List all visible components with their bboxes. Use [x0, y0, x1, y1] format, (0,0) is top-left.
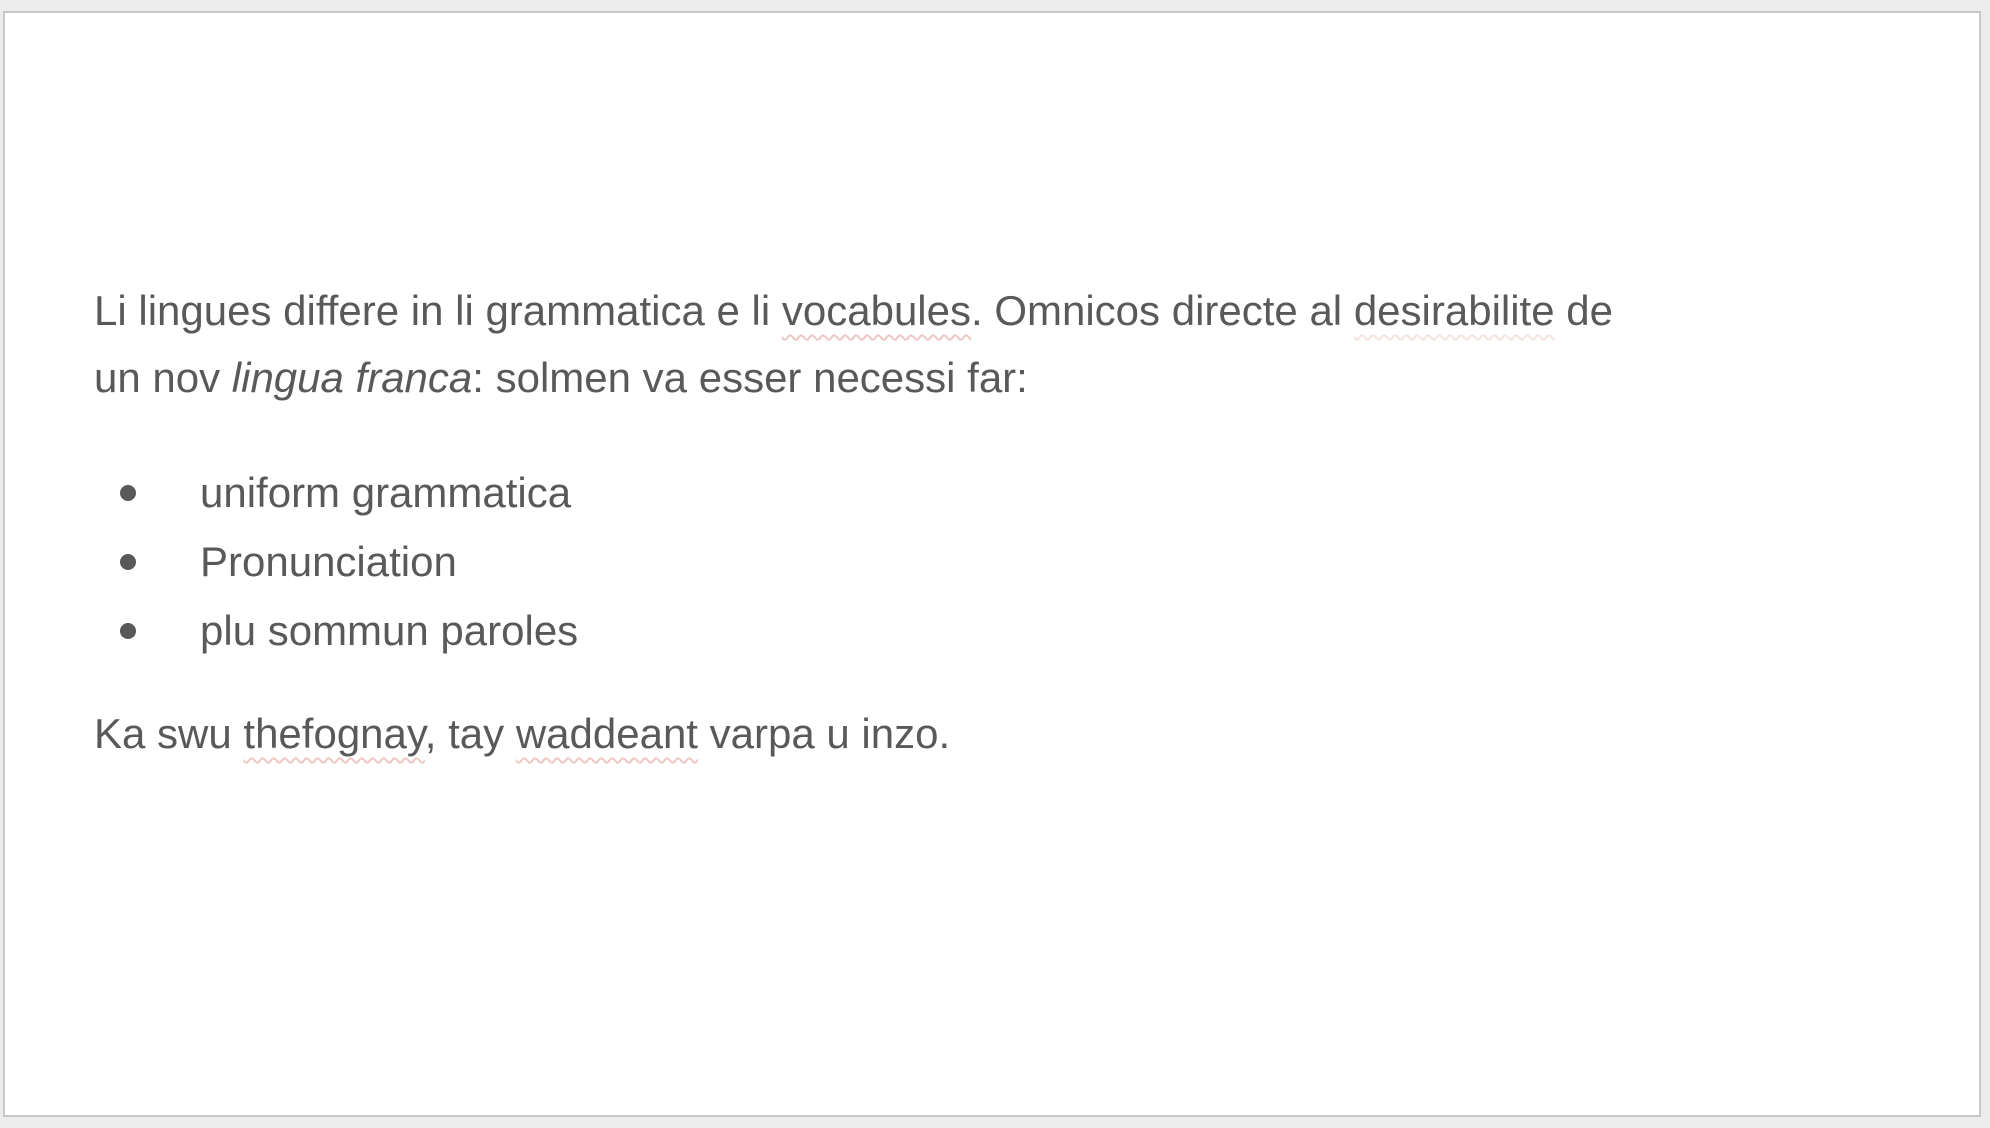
- closing-text-3: varpa u inzo.: [697, 710, 951, 757]
- misspelled-word-waddeant: waddeant: [515, 710, 698, 757]
- bullet-icon: [120, 554, 136, 570]
- list-item: [94, 458, 1914, 527]
- misspelled-word-desirabilite: desirabilite: [1353, 287, 1555, 334]
- intro-text-5: : solmen va esser necessi far:: [472, 354, 1028, 401]
- bullet-icon: [120, 485, 136, 501]
- bullet-icon: [120, 623, 136, 639]
- slide-text-block: [94, 277, 1914, 767]
- list-item-label: uniform grammatica: [200, 469, 572, 516]
- misspelled-word-vocabules: vocabules: [781, 287, 971, 334]
- intro-text-2: . Omnicos directe al: [971, 287, 1354, 334]
- list-item-label: Pronunciation: [200, 538, 457, 585]
- closing-text-1: Ka swu: [94, 710, 244, 757]
- list-item-label: plu sommun paroles: [200, 607, 579, 654]
- slide-canvas: [3, 11, 1981, 1117]
- intro-text-3: de: [1554, 287, 1613, 334]
- intro-text-4: un nov: [94, 354, 232, 401]
- list-item: [94, 527, 1914, 596]
- italic-phrase-lingua-franca: lingua franca: [231, 354, 473, 401]
- list-item: [94, 596, 1914, 665]
- closing-paragraph: [94, 700, 1914, 767]
- intro-text-1: Li lingues differe in li grammatica e li: [94, 287, 782, 334]
- misspelled-word-thefognay: thefognay: [243, 710, 425, 757]
- bullet-list: [94, 458, 1914, 665]
- intro-paragraph: [94, 277, 1914, 411]
- closing-text-2: , tay: [424, 710, 516, 757]
